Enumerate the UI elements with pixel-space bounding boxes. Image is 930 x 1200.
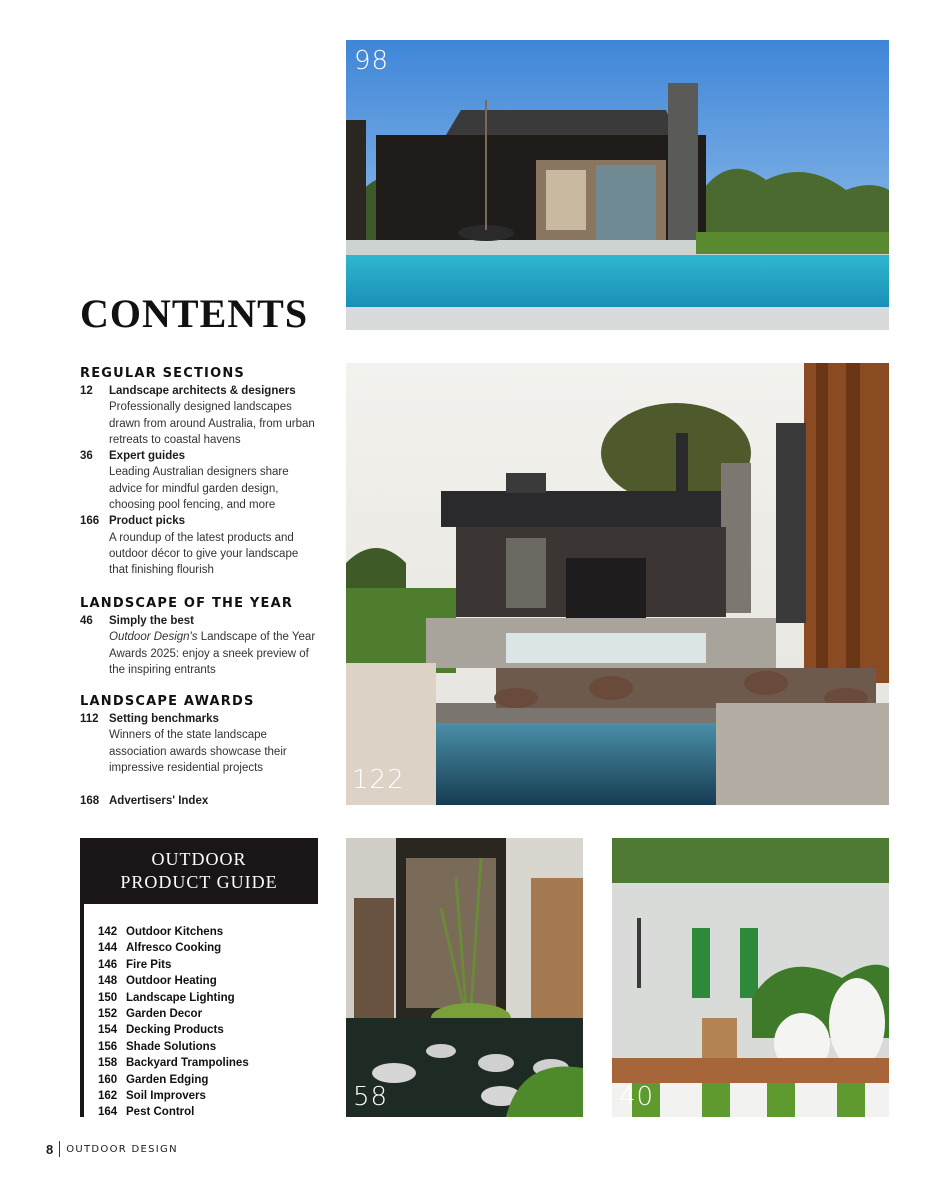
guide-label: Backyard Trampolines: [126, 1057, 249, 1070]
advertisers-index: [80, 793, 320, 809]
guide-item[interactable]: [98, 1104, 249, 1120]
toc-entry-description: [109, 629, 320, 678]
guide-label: Decking Products: [126, 1024, 224, 1037]
toc-entry[interactable]: [80, 383, 320, 448]
guide-item[interactable]: [98, 1072, 249, 1088]
magazine-name-italic: Outdoor Design's: [109, 631, 198, 644]
guide-label: Alfresco Cooking: [126, 942, 222, 955]
footer-divider: [59, 1141, 60, 1157]
toc-page-number: 12: [80, 385, 93, 397]
guide-label: Garden Edging: [126, 1073, 209, 1086]
toc-entry[interactable]: [80, 513, 320, 578]
photo-courtyard-pond: [346, 838, 583, 1117]
guide-label: Garden Decor: [126, 1008, 203, 1021]
guide-label: Outdoor Kitchens: [126, 926, 224, 938]
photo-pavilion-lounge: [346, 363, 889, 805]
guide-item[interactable]: [98, 924, 249, 940]
landscape-of-the-year-section: [80, 596, 320, 678]
guide-page-number: 156: [98, 1040, 118, 1053]
guide-page-number: 160: [98, 1073, 118, 1086]
guide-item[interactable]: [98, 1088, 249, 1104]
guide-page-number: 152: [98, 1008, 118, 1021]
guide-label: Soil Improvers: [126, 1090, 206, 1103]
toc-page-number: 46: [80, 615, 93, 627]
guide-page-number: 154: [98, 1024, 118, 1037]
toc-entry-description-rest: Landscape of the Year Awards 2025: enjoy a sneek preview of the inspiring entrants: [109, 631, 316, 676]
toc-page-number: 166: [80, 515, 100, 528]
toc-entry-title: Advertisers' Index: [109, 795, 209, 807]
toc-entry[interactable]: [80, 711, 320, 776]
contents-title: CONTENTS: [80, 291, 309, 336]
toc-page-number: 36: [80, 450, 93, 463]
section-heading-landscape-awards: LANDSCAPE AWARDS: [80, 694, 255, 709]
regular-sections: [80, 366, 320, 579]
product-guide-heading-box: [80, 838, 318, 904]
toc-entry-description: Professionally designed landscapes drawn from around Australia, from urban retreats to coastal havens: [109, 401, 315, 446]
section-heading-regular: REGULAR SECTIONS: [80, 366, 245, 381]
page-number-top-photo: 98: [354, 46, 390, 76]
page-number-shower-photo: 40: [619, 1082, 655, 1112]
photo-house-pool: [346, 40, 889, 330]
page-footer: [46, 1141, 178, 1157]
guide-item[interactable]: [98, 940, 249, 956]
product-guide-heading-line2: PRODUCT GUIDE: [120, 872, 278, 892]
guide-item[interactable]: [98, 973, 249, 989]
toc-page-number: 112: [80, 713, 99, 725]
footer-page-number: 8: [46, 1141, 54, 1157]
guide-page-number: 150: [98, 991, 118, 1004]
toc-entry-title: Landscape architects & designers: [109, 385, 296, 397]
toc-entry-description: A roundup of the latest products and outdoor décor to give your landscape that finishing flourish: [109, 531, 299, 577]
guide-page-number: 148: [98, 975, 118, 988]
product-guide-heading-line1: OUTDOOR: [151, 849, 247, 869]
guide-label: Pest Control: [126, 1106, 195, 1119]
page-number-courtyard-photo: 58: [353, 1082, 389, 1112]
guide-page-number: 144: [98, 942, 118, 955]
photo-outdoor-shower: [612, 838, 889, 1117]
toc-entry-description: Leading Australian designers share advice for mindful garden design, choosing pool fencing, and more: [109, 466, 289, 512]
guide-label: Outdoor Heating: [126, 975, 217, 988]
guide-page-number: 146: [98, 958, 118, 971]
guide-label: Landscape Lighting: [126, 991, 235, 1004]
guide-page-number: 142: [98, 926, 118, 938]
product-guide-list: [98, 924, 249, 1121]
toc-page-number: 168: [80, 795, 100, 807]
guide-label: Shade Solutions: [126, 1040, 217, 1053]
guide-item[interactable]: [98, 990, 249, 1006]
landscape-awards-section: [80, 694, 320, 776]
guide-page-number: 162: [98, 1090, 118, 1103]
guide-label: Fire Pits: [126, 958, 172, 971]
guide-page-number: 158: [98, 1057, 118, 1070]
toc-entry-title: Setting benchmarks: [109, 713, 219, 725]
section-heading-landscape-of-the-year: LANDSCAPE OF THE YEAR: [80, 596, 294, 611]
toc-entry-title: Expert guides: [109, 450, 186, 463]
guide-item[interactable]: [98, 1055, 249, 1071]
toc-entry[interactable]: [80, 613, 320, 678]
toc-entry[interactable]: [80, 793, 320, 809]
toc-entry[interactable]: [80, 448, 320, 513]
guide-item[interactable]: [98, 1039, 249, 1055]
guide-item[interactable]: [98, 1006, 249, 1022]
toc-entry-title: Simply the best: [109, 615, 194, 627]
page-number-middle-photo: 122: [352, 765, 405, 795]
product-guide-rule: [80, 904, 84, 1117]
guide-item[interactable]: [98, 957, 249, 973]
guide-page-number: 164: [98, 1106, 118, 1119]
toc-entry-description: Winners of the state landscape association awards showcase their impressive residential projects: [109, 729, 287, 774]
toc-entry-title: Product picks: [109, 515, 186, 528]
footer-magazine-title: OUTDOOR DESIGN: [66, 1143, 178, 1155]
guide-item[interactable]: [98, 1022, 249, 1038]
